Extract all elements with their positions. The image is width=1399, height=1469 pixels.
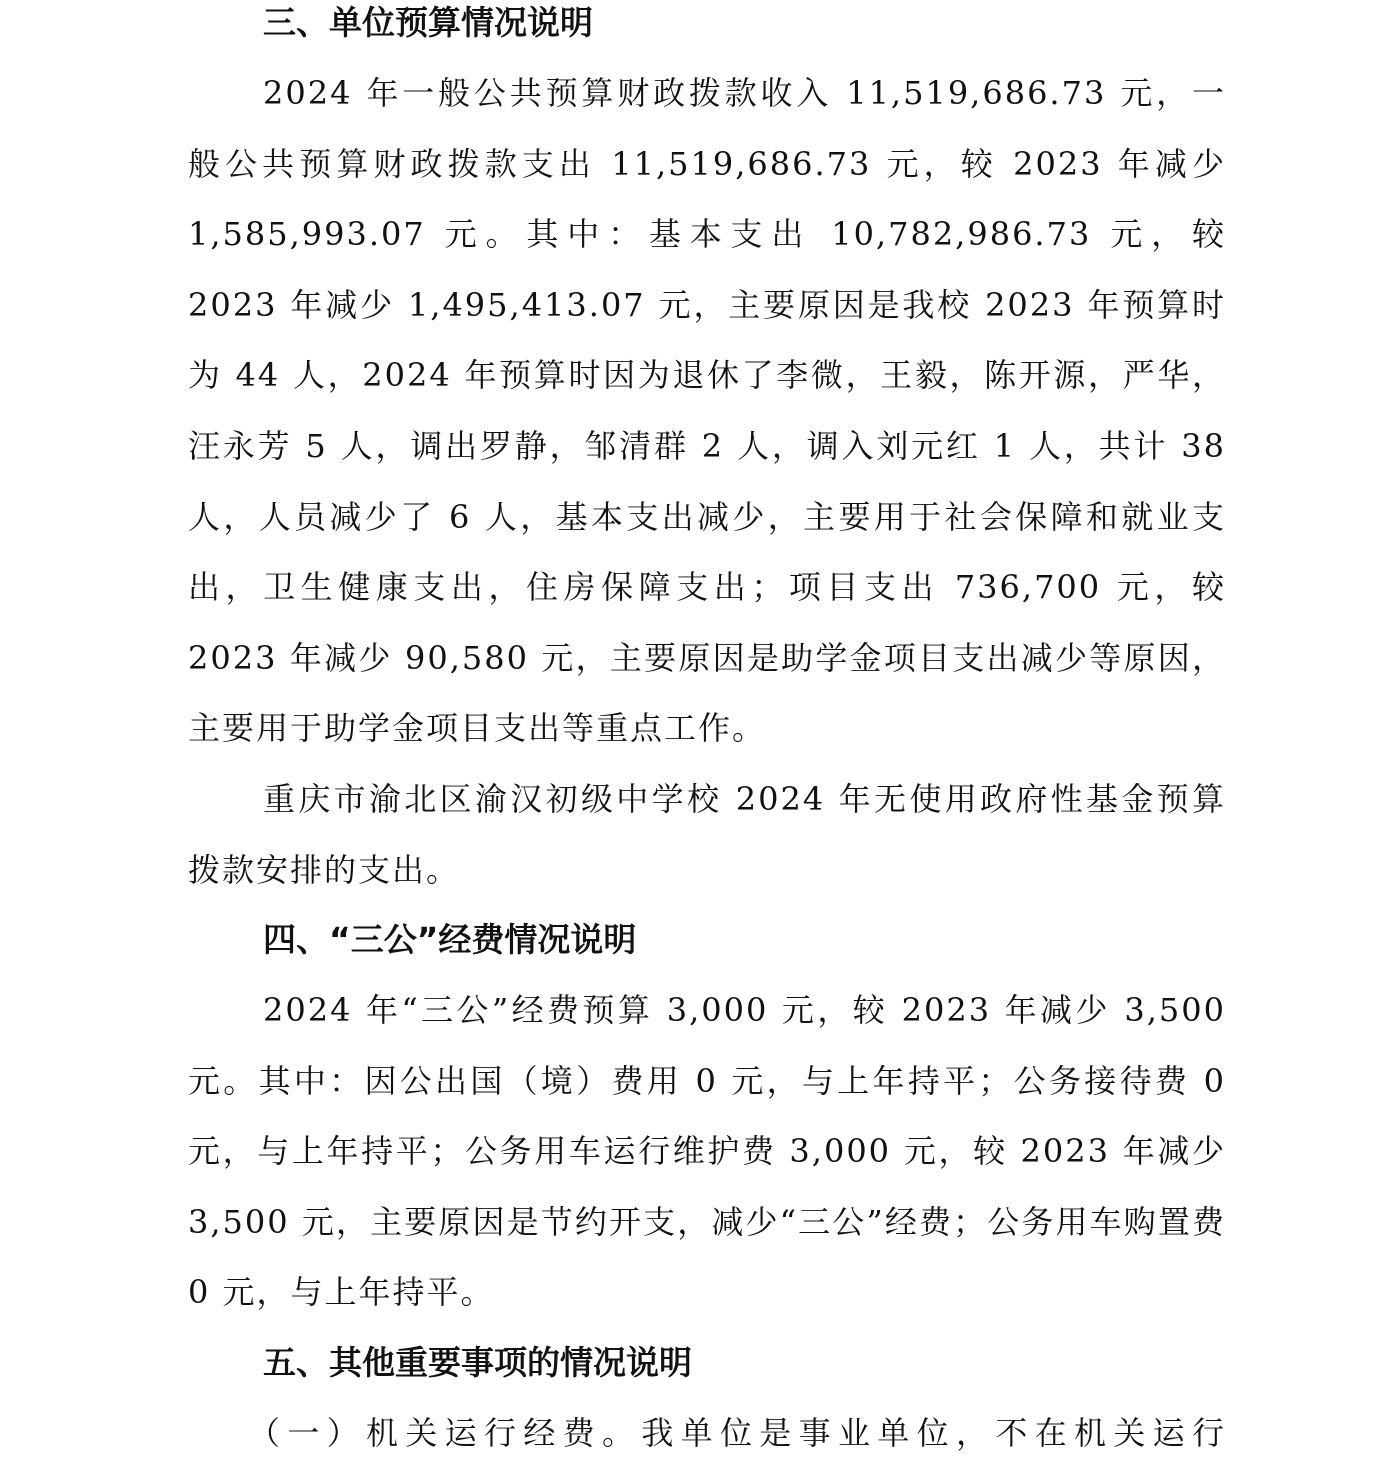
section-heading-three-public: 四、“三公”经费情况说明 [263,920,637,959]
paragraph-government-fund: 重庆市渝北区渝汉初级中学校 2024 年无使用政府性基金预算拨款安排的支出。 [188,780,1226,889]
section-heading-other-matters: 五、其他重要事项的情况说明 [263,1343,692,1382]
paragraph-agency-operating-costs: （一）机关运行经费。我单位是事业单位，不在机关运行 [248,1414,1226,1452]
paragraph-budget-details: 2024 年一般公共预算财政拨款收入 11,519,686.73 元，一般公共预算财政拨款支出 11,519,686.73 元，较 2023 年减少 1,585,993.07 元。其中：基本支出 10,782,986.73 元，较 2023 年减少 1,495,413.07 元，主要原因是我校 2023 年预算时为 44 人，2024 年预算时因为退休了李微，王毅，陈开源，严华，汪永芳 5 人，调出罗静，邹清群 2 人，调入刘元红 1 人，共计 38 人，人员减少了 6 人，基本支出减少，主要用于社会保障和就业支出，卫生健康支出，住房保障支出；项目支出 736,700 元，较 2023 年减少 90,580 元，主要原因是助学金项目支出减少等原因，主要用于助学金项目支出等重点工作。 [188,74,1226,748]
section-heading-budget: 三、单位预算情况说明 [263,3,593,42]
paragraph-three-public-details: 2024 年“三公”经费预算 3,000 元，较 2023 年减少 3,500 元。其中：因公出国（境）费用 0 元，与上年持平；公务接待费 0 元，与上年持平；公务用车运行维护费 3,000 元，较 2023 年减少 3,500 元，主要原因是节约开支，减少“三公”经费；公务用车购置费 0 元，与上年持平。 [188,991,1226,1312]
